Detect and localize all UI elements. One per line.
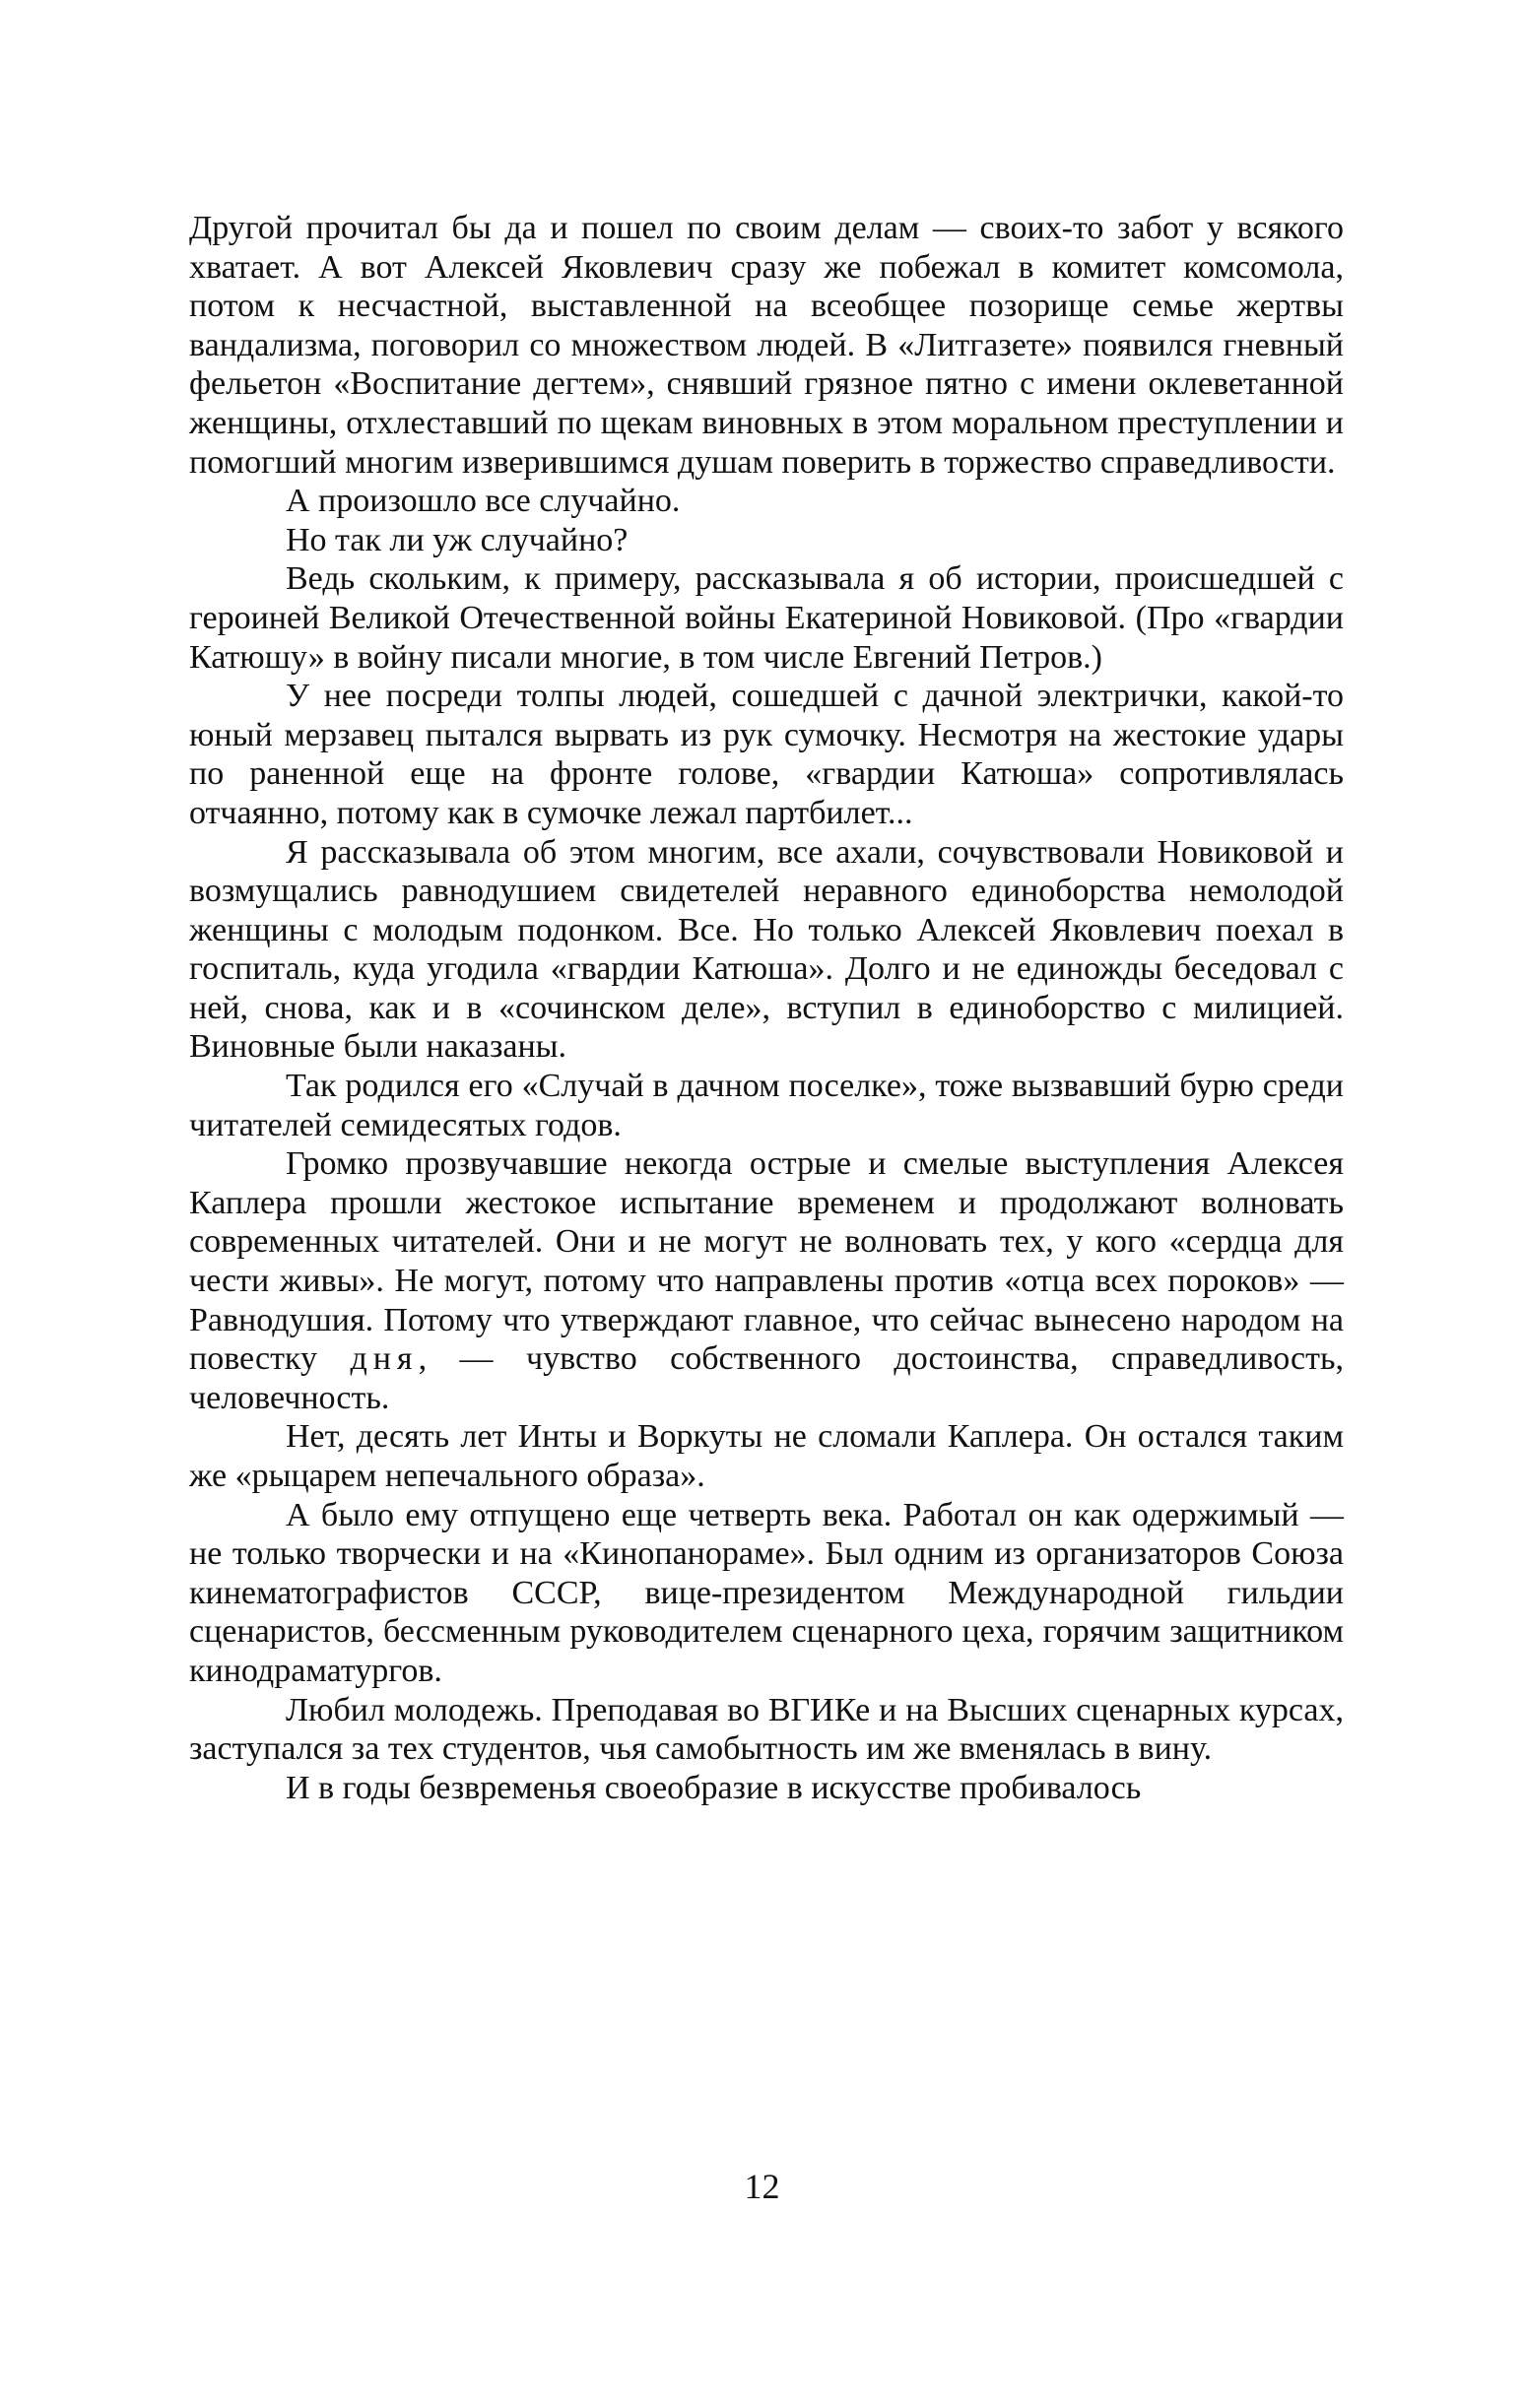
paragraph-8-text-before: Громко прозвучавшие некогда острые и смелые выступления Алексея Каплера прошли жестокое испытание временем и продолжают волновать современных читателей. Они и не могут не волновать тех, у кого «сердца для чести живы». Не могут, потому что направлены против «отца всех пороков» — Равнодушия. Потому что утверждают главное, что сейчас вынесено народом на повестку (189, 1145, 1344, 1378)
page-number: 12 (744, 2167, 780, 2206)
paragraph-4: Ведь скольким, к примеру, рассказывала я об истории, происшедшей с героиней Великой Отечественной войны Екатериной Новиковой. (Про «гвардии Катюшу» в войну писали многие, в том числе Евгений Петров.) (189, 560, 1344, 676)
paragraph-10: А было ему отпущено еще четверть века. Работал он как одержимый — не только творчески и на «Кинопанораме». Был одним из организаторов Союза кинематографистов СССР, вице-президентом Международной гильдии сценаристов, бессменным руководителем сценарного цеха, горячим защитником кинодраматургов. (189, 1496, 1344, 1689)
paragraph-3: Но так ли уж случайно? (286, 521, 629, 558)
paragraph-1: Другой прочитал бы да и пошел по своим делам — своих-то забот у всякого хватает. А вот Алексей Яковлевич сразу же побежал в комитет комсомола, потом к несчастной, выставленной на всеобщее позорище семье жертвы вандализма, поговорил со множеством людей. В «Литгазете» появился гневный фельетон «Воспитание дегтем», снявший грязное пятно с имени оклеветанной женщины, отхлеставший по щекам виновных в этом моральном преступлении и помогший многим изверившимся душам поверить в торжество справедливости. (189, 210, 1344, 481)
book-page (189, 209, 1344, 1807)
paragraph-8-spaced-word: дня (350, 1340, 419, 1378)
paragraph-8 (189, 1144, 1344, 1417)
paragraph-7: Так родился его «Случай в дачном поселке», тоже вызвавший бурю среди читателей семидесятых годов. (189, 1068, 1344, 1143)
paragraph-12: И в годы безвременья своеобразие в искусстве пробивалось (286, 1769, 1142, 1806)
paragraph-5: У нее посреди толпы людей, сошедшей с дачной электрички, какой-то юный мерзавец пытался вырвать из рук сумочку. Несмотря на жестокие удары по раненной еще на фронте голове, «гвардии Катюша» сопротивлялась отчаянно, потому как в сумочке лежал партбилет... (189, 678, 1344, 831)
paragraph-2: А произошло все случайно. (286, 483, 681, 520)
paragraph-6: Я рассказывала об этом многим, все ахали, сочувствовали Новиковой и возмущались равнодушием свидетелей неравного единоборства немолодой женщины с молодым подонком. Все. Но только Алексей Яковлевич поехал в госпиталь, куда угодила «гвардии Катюша». Долго и не единожды беседовал с ней, снова, как и в «сочинском деле», вступил в единоборство с милицией. Виновные были наказаны. (189, 833, 1344, 1066)
paragraph-11: Любил молодежь. Преподавая во ВГИКе и на Высших сценарных курсах, заступался за тех студентов, чья самобытность им же вменялась в вину. (189, 1691, 1344, 1768)
paragraph-8-text-after: , — чувство собственного достоинства, справедливость, человечность. (189, 1340, 1344, 1416)
paragraph-9: Нет, десять лет Инты и Воркуты не сломали Каплера. Он остался таким же «рыцарем непечального образа». (189, 1418, 1344, 1494)
